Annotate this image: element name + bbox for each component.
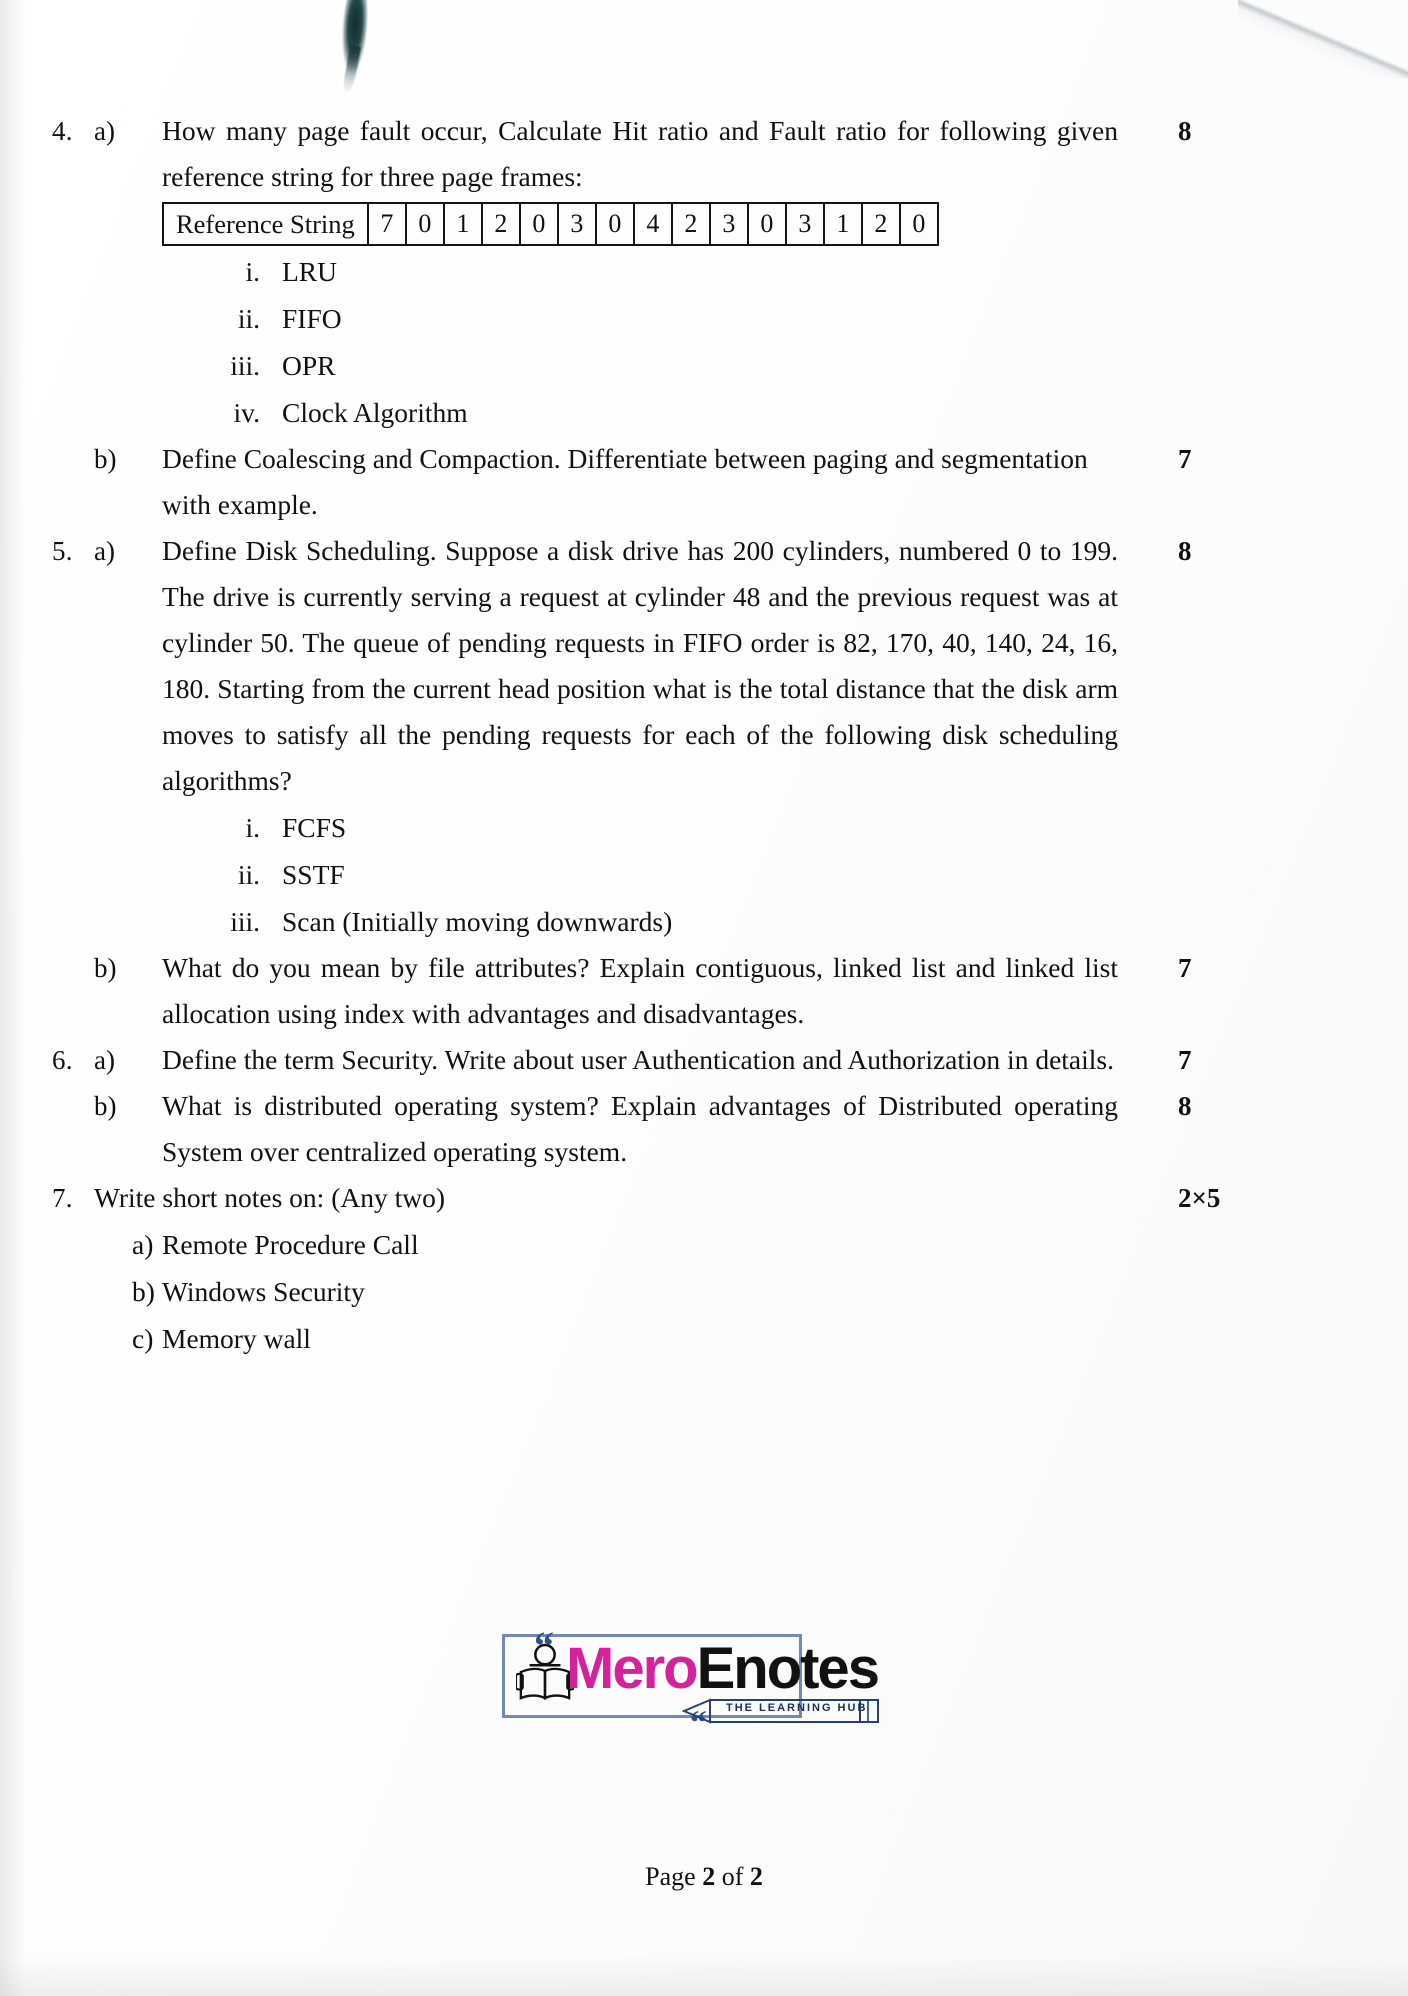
reference-string-table: [162, 202, 939, 246]
question-5b: [0, 945, 1408, 1037]
reference-cell-4: 2: [482, 203, 520, 245]
list-item: [220, 804, 1118, 851]
list-item-marker: iii.: [230, 350, 260, 381]
question-7-heading: Write short notes on: (Any two): [94, 1182, 445, 1213]
question-4a-subitems: [0, 248, 1408, 436]
question-4a: [0, 108, 1408, 200]
question-6b-text: What is distributed operating system? Explain advantages of Distributed operating System over centralized operating system.: [162, 1090, 1118, 1167]
reference-cell-9: 2: [672, 203, 710, 245]
reference-cell-8: 4: [634, 203, 672, 245]
list-item-marker: a): [132, 1229, 154, 1260]
list-item-marker: i.: [245, 812, 260, 843]
question-4a-text: How many page fault occur, Calculate Hit ratio and Fault ratio for following given reference string for three page frames:: [162, 115, 1118, 192]
list-item: [94, 1221, 1050, 1268]
question-4a-label: a): [94, 116, 115, 146]
question-6b-label: b): [94, 1091, 117, 1121]
quote-close-icon: ”: [690, 1691, 707, 1728]
logo-tagline: THE LEARNING HUB: [726, 1702, 868, 1714]
question-5a-algorithm-list: [220, 804, 1118, 945]
reference-cell-15: 0: [900, 203, 938, 245]
reference-string-table-wrap: [0, 202, 1408, 246]
list-item-marker: ii.: [237, 859, 260, 890]
reference-cell-2: 0: [406, 203, 444, 245]
reference-string-label: Reference String: [163, 203, 368, 245]
scan-edge-shadow-bottom: [0, 1956, 1408, 1996]
footer-of-word: of: [721, 1862, 744, 1891]
list-item: [220, 295, 1118, 342]
list-item-marker: i.: [245, 256, 260, 287]
list-item-marker: c): [132, 1323, 154, 1354]
question-4b-marks: 7: [1178, 444, 1192, 474]
question-4b-text: Define Coalescing and Compaction. Differentiate between paging and segmentation with example.: [162, 443, 1088, 520]
list-item-label: FIFO: [282, 303, 342, 334]
page-footer: [0, 1862, 1408, 1892]
logo-word-secondary: Enotes: [696, 1636, 878, 1701]
question-7: [0, 1175, 1408, 1221]
question-5b-text: What do you mean by file attributes? Explain contiguous, linked list and linked list allocation using index with advantages and disadvantages.: [162, 952, 1118, 1029]
question-6b: [0, 1083, 1408, 1175]
watermark-logo-area: [0, 1612, 1408, 1730]
question-6a-label: a): [94, 1045, 115, 1075]
logo-wordmark: [566, 1634, 878, 1704]
list-item-label: SSTF: [282, 859, 345, 890]
list-item: [220, 898, 1118, 945]
list-item: [94, 1315, 1050, 1362]
footer-page-number: 2: [702, 1862, 716, 1891]
question-6b-marks: 8: [1178, 1091, 1192, 1121]
question-4-number: 4.: [52, 116, 73, 146]
question-5a-subitems: [0, 804, 1408, 945]
reference-cell-7: 0: [596, 203, 634, 245]
question-5a: [0, 528, 1408, 804]
meroenotes-logo: [494, 1612, 914, 1730]
question-4b: [0, 436, 1408, 528]
list-item-marker: ii.: [237, 303, 260, 334]
question-7-marks: 2×5: [1178, 1183, 1221, 1213]
list-item-label: LRU: [282, 256, 337, 287]
list-item-label: Clock Algorithm: [282, 397, 468, 428]
list-item: [220, 342, 1118, 389]
reference-cell-1: 7: [368, 203, 406, 245]
question-5a-text: Define Disk Scheduling. Suppose a disk drive has 200 cylinders, numbered 0 to 199. The drive is currently serving a request at cylinder 48 and the previous request was at cylinder 50. The queue of pending requests in FIFO order is 82, 170, 40, 140, 24, 16, 180. Starting from the current head position what is the total distance that the disk arm moves to satisfy all the pending requests for each of the following disk scheduling algorithms?: [162, 535, 1118, 796]
list-item: [220, 389, 1118, 436]
reference-cell-6: 3: [558, 203, 596, 245]
reference-cell-3: 1: [444, 203, 482, 245]
list-item-marker: iii.: [230, 906, 260, 937]
question-4a-algorithm-list: [220, 248, 1118, 436]
list-item-label: FCFS: [282, 812, 347, 843]
list-item-label: Memory wall: [162, 1323, 311, 1354]
reference-cell-12: 3: [786, 203, 824, 245]
list-item-label: OPR: [282, 350, 336, 381]
question-4a-marks: 8: [1178, 116, 1192, 146]
list-item-marker: b): [132, 1276, 155, 1307]
question-6a: [0, 1037, 1408, 1083]
list-item: [220, 851, 1118, 898]
question-5b-marks: 7: [1178, 953, 1192, 983]
question-6a-text: Define the term Security. Write about user Authentication and Authorization in details.: [162, 1044, 1114, 1075]
question-4b-label: b): [94, 444, 117, 474]
list-item-label: Remote Procedure Call: [162, 1229, 419, 1260]
list-item-label: Scan (Initially moving downwards): [282, 906, 673, 937]
footer-page-word: Page: [645, 1862, 696, 1891]
question-5-number: 5.: [52, 536, 73, 566]
question-5b-label: b): [94, 953, 117, 983]
question-5a-label: a): [94, 536, 115, 566]
list-item: [94, 1268, 1050, 1315]
question-7-topic-list: [94, 1221, 1050, 1362]
logo-word-primary: Mero: [566, 1636, 697, 1701]
list-item-label: Windows Security: [162, 1276, 365, 1307]
reference-cell-10: 3: [710, 203, 748, 245]
footer-page-total: 2: [749, 1862, 763, 1891]
list-item: [220, 248, 1118, 295]
reference-cell-11: 0: [748, 203, 786, 245]
reference-cell-5: 0: [520, 203, 558, 245]
question-5a-marks: 8: [1178, 536, 1192, 566]
question-6a-marks: 7: [1178, 1045, 1192, 1075]
table-row: [163, 203, 938, 245]
reference-cell-14: 2: [862, 203, 900, 245]
question-7-subitems: [0, 1221, 1408, 1362]
quote-open-icon: “: [534, 1623, 552, 1668]
question-6-number: 6.: [52, 1045, 73, 1075]
reference-cell-13: 1: [824, 203, 862, 245]
question-7-number: 7.: [52, 1183, 73, 1213]
list-item-marker: iv.: [233, 397, 260, 428]
